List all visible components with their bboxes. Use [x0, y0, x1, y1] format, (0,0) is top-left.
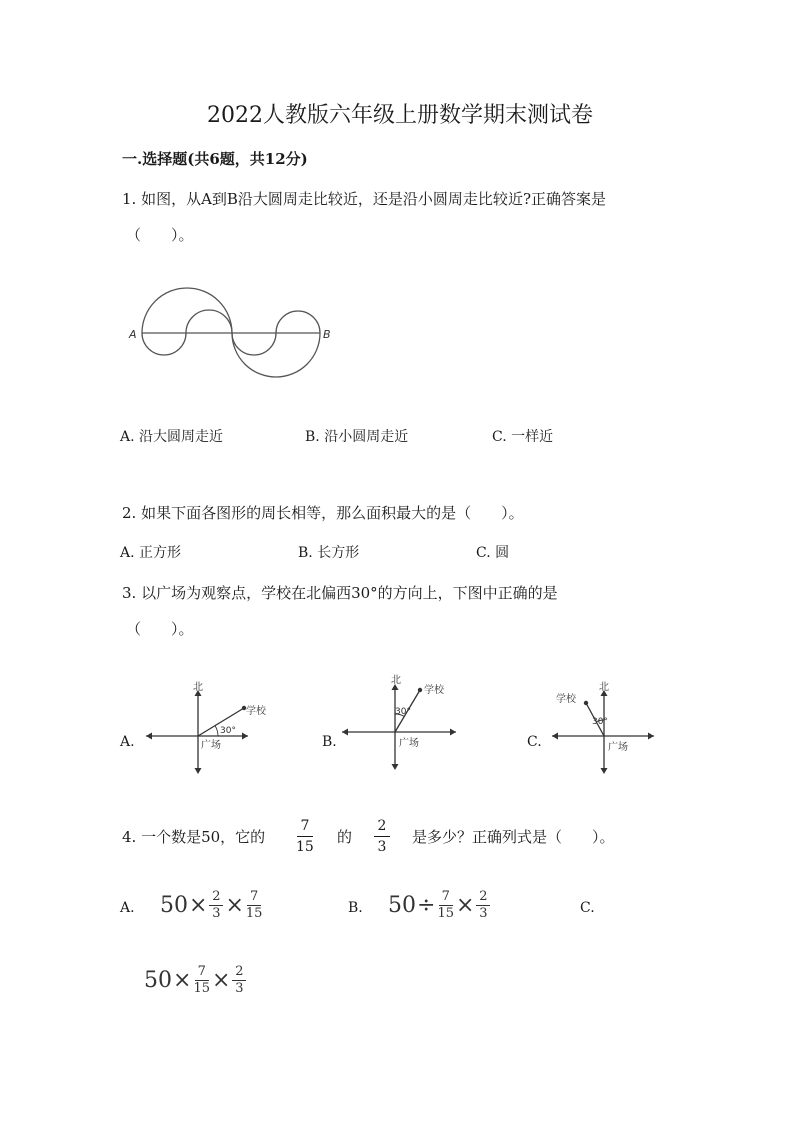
- question-1-figure: [128, 282, 338, 382]
- expr-fraction: [476, 890, 490, 921]
- expr-fraction: [209, 890, 223, 921]
- question-2-option-b[interactable]: B. 长方形: [298, 545, 360, 561]
- small-semicircle-4: [276, 311, 320, 333]
- question-4-option-c[interactable]: C.: [580, 900, 595, 916]
- question-3-option-a[interactable]: A.: [120, 734, 135, 750]
- expr-operator: ×: [173, 968, 192, 993]
- point-a-label: A: [129, 328, 137, 341]
- expr-operator: ×: [455, 893, 475, 918]
- expr-operator: ÷: [417, 893, 436, 918]
- fraction-2-3: [374, 818, 390, 855]
- small-semicircle-2: [186, 310, 232, 333]
- page-title: 2022人教版六年级上册数学期末测试卷: [207, 103, 593, 128]
- question-4-suffix: 是多少？正确列式是（ ）。: [412, 828, 615, 846]
- school-label: 学校: [556, 694, 576, 705]
- question-2-option-a[interactable]: A. 正方形: [120, 545, 182, 561]
- question-3-option-c[interactable]: C.: [527, 734, 542, 750]
- north-label: 北: [599, 682, 609, 693]
- square-label: 广场: [608, 742, 628, 753]
- fraction-numerator: 2: [235, 964, 244, 979]
- section-heading: 一.选择题(共6题，共12分): [122, 150, 308, 168]
- compass-diagram-a: [140, 680, 266, 775]
- question-3-text: 3. 以广场为观察点，学校在北偏西30°的方向上，下图中正确的是: [122, 584, 558, 602]
- expr-operator: ×: [225, 893, 244, 918]
- expr-operator: ×: [189, 893, 208, 918]
- fraction-denominator: 3: [212, 906, 221, 921]
- square-label: 广场: [201, 740, 221, 751]
- fraction-denominator: 15: [245, 906, 263, 921]
- expr-fraction: [193, 965, 210, 996]
- fraction-denominator: 15: [296, 839, 314, 855]
- expr-fraction: [232, 965, 246, 996]
- expr-number: 50: [388, 893, 416, 918]
- school-label: 学校: [424, 685, 444, 696]
- small-semicircle-1: [142, 333, 186, 355]
- question-2-text: 2. 如果下面各图形的周长相等，那么面积最大的是（ ）。: [122, 504, 524, 522]
- fraction-numerator: 7: [441, 889, 450, 904]
- fraction-denominator: 3: [377, 839, 387, 855]
- expression-a: [160, 890, 263, 921]
- question-1-blank: （ ）。: [126, 226, 194, 244]
- compass-diagram-c: [548, 680, 663, 775]
- point-b-label: B: [323, 328, 331, 341]
- question-4-option-b[interactable]: B.: [348, 900, 363, 916]
- small-semicircle-3: [232, 333, 276, 355]
- fraction-denominator: 15: [193, 981, 210, 996]
- fraction-numerator: 7: [197, 964, 206, 979]
- north-label: 北: [193, 682, 203, 693]
- expr-operator: ×: [211, 968, 231, 993]
- angle-label: 30°: [395, 707, 411, 717]
- expr-fraction: [437, 890, 454, 921]
- fraction-numerator: 2: [377, 818, 387, 834]
- fraction-numerator: 7: [300, 818, 310, 834]
- question-4-prefix: 4. 一个数是50，它的: [122, 828, 266, 846]
- fraction-numerator: 2: [212, 889, 221, 904]
- expression-c: [144, 965, 247, 996]
- north-label: 北: [391, 675, 401, 686]
- angle-label: 30°: [592, 717, 608, 727]
- fraction-denominator: 3: [479, 906, 488, 921]
- question-4-mid: 的: [337, 828, 353, 846]
- square-label: 广场: [399, 738, 419, 749]
- large-semicircle-bottom: [232, 333, 320, 377]
- fraction-numerator: 2: [479, 889, 488, 904]
- school-label: 学校: [246, 706, 266, 717]
- expr-number: 50: [144, 968, 172, 993]
- fraction-7-15: [296, 818, 314, 855]
- question-3-option-b[interactable]: B.: [322, 734, 337, 750]
- fraction-denominator: 15: [437, 906, 454, 921]
- fraction-denominator: 3: [235, 981, 244, 996]
- question-1-option-c[interactable]: C. 一样近: [492, 429, 554, 445]
- question-2-option-c[interactable]: C. 圆: [476, 545, 510, 561]
- question-1-option-b[interactable]: B. 沿小圆周走近: [305, 429, 409, 445]
- compass-diagram-b: [338, 672, 463, 772]
- question-1-text: 1. 如图，从A到B沿大圆周走比较近，还是沿小圆周走比较近?正确答案是: [122, 190, 606, 208]
- question-4-option-a[interactable]: A.: [120, 900, 135, 916]
- expr-fraction: [246, 890, 263, 921]
- expression-b: [388, 890, 491, 921]
- question-3-blank: （ ）。: [126, 620, 194, 638]
- angle-label: 30°: [220, 726, 236, 736]
- question-1-option-a[interactable]: A. 沿大圆周走近: [120, 429, 224, 445]
- expr-number: 50: [160, 893, 188, 918]
- fraction-numerator: 7: [250, 889, 259, 904]
